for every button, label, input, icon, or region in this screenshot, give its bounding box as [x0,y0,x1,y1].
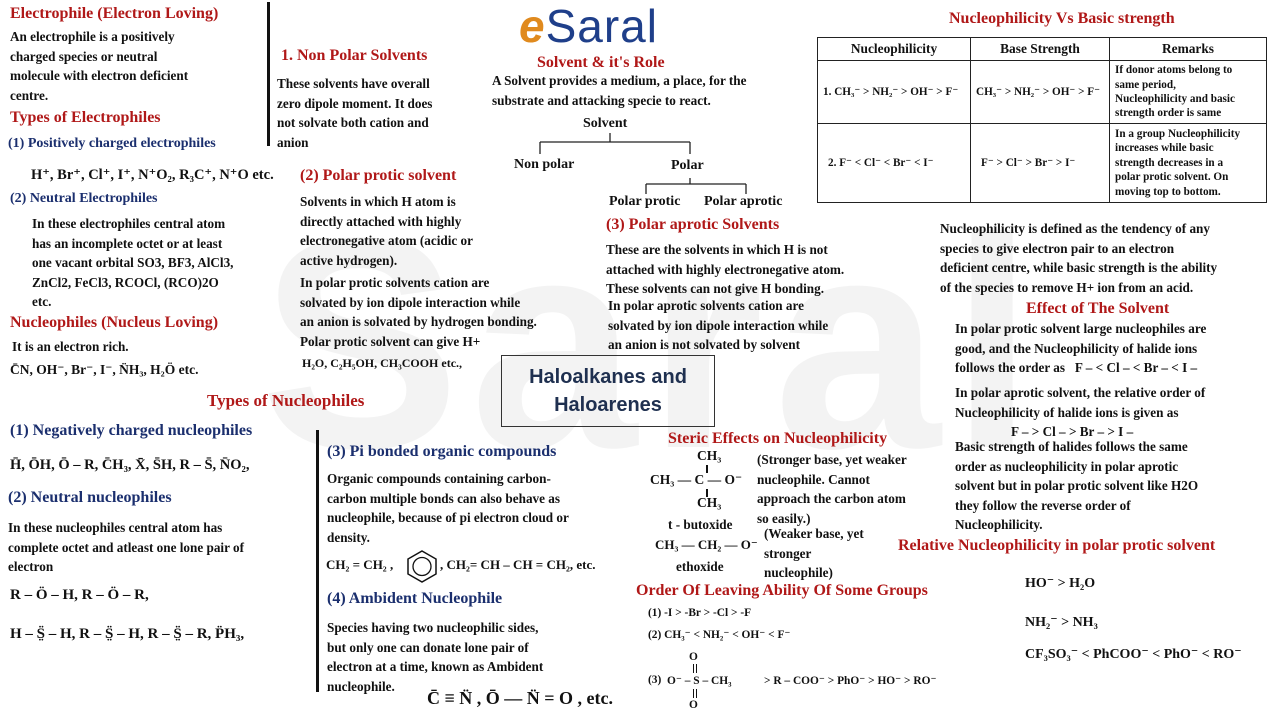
relative-formula-1: HO⁻ > H₂O [1025,576,1096,591]
solvent-role-description [492,71,812,110]
table-cell-remarks [1110,124,1267,203]
text-line: nucleophile, because of pi electron cloud or [327,510,569,526]
text-line: active hydrogen). [300,252,398,268]
halide-order-protic: F – < Cl – < Br – < I – [1074,360,1198,376]
bond-line [696,689,697,698]
tbutoxide-top: CH₃ [697,448,722,463]
nucleophilicity-table [817,37,1267,203]
leaving-order-1: (1) -I > -Br > -Cl > -F [648,607,752,619]
tbutoxide-middle: CH₃ — C — O⁻ [650,472,743,487]
text-line: molecule with electron deficient [10,68,189,84]
text-line: they follow the reverse order of [955,497,1131,513]
pi-formula-butadiene: , CH₂= CH – CH = CH₂, etc. [440,557,596,572]
neutral-nucleophiles-formula-1: R – Ö – H, R – Ö – R, [10,587,149,603]
text-line: has an incomplete octet or at least [32,235,223,251]
text-line: ZnCl2, FeCl3, RCOCl, (RCO)2O [32,274,219,290]
polar-aprotic-description-2 [608,296,928,355]
text-line: Polar protic solvent can give H+ [300,333,481,349]
text-line: attached with highly electronegative atom. [606,261,845,277]
text-line: These solvents can not give H bonding. [606,281,824,297]
text-line: nucleophile. [327,678,395,694]
effect-of-solvent-heading: Effect of The Solvent [1026,300,1170,317]
table-row [818,61,1267,124]
text-line: deficient centre, while basic strength is the ability [940,260,1218,276]
chapter-title-box [501,355,715,427]
table-header-row [818,38,1267,61]
text-line: (Stronger base, yet weaker [757,452,907,467]
ambident-description [327,618,627,696]
sulfonate-oxygen-top: O [689,651,698,663]
text-line: Organic compounds containing carbon- [327,471,551,486]
positive-electrophiles-formula: H⁺, Br⁺, Cl⁺, I⁺, N⁺O₂, R₃C⁺, N⁺O etc. [31,167,274,183]
tree-polar: Polar [671,158,704,173]
table-heading: Nucleophilicity Vs Basic strength [949,10,1175,27]
text-line: so easily.) [757,510,811,526]
bond-line [696,664,697,673]
text-line: solvated by ion dipole interaction while [300,294,521,310]
ethoxide-formula: CH₃ — CH₂ — O⁻ [655,537,758,552]
negative-nucleophiles-formula: H̄, ŌH, Ō – R, C̄H₃, X̄, S̄H, R – S̄, N̄O₂, [10,457,250,473]
logo-e: e [519,0,546,52]
text-line: approach the carbon atom [757,491,906,507]
text-line: strength order is same [1115,107,1222,120]
tbutoxide-bottom: CH₃ [697,495,722,510]
tbutoxide-label: t - butoxide [668,517,733,532]
order-label: follows the order as [955,360,1066,376]
text-line: but only one can donate lone pair of [327,639,529,655]
neutral-nucleophiles-formula-2: H – S̤̈ – H, R – S̤̈ – H, R – S̤̈ – R, P̈H₃, [10,626,245,642]
leaving-order-3-number: (3) [648,674,662,686]
neutral-nucleophiles-description [8,518,308,577]
types-of-electrophiles-heading: Types of Electrophiles [10,109,161,126]
text-line: In a group Nucleophilicity [1115,127,1241,140]
esaral-logo [519,2,658,50]
text-line: (Weaker base, yet [764,526,864,541]
neutral-electrophiles-heading: (2) Neutral Electrophiles [10,191,158,206]
table-row [818,124,1267,203]
tbutoxide-note [757,450,947,528]
bond-line [693,689,694,698]
text-line: electronegative atom (acidic or [300,233,473,249]
text-line: An electrophile is a positively [10,29,175,44]
text-line: carbon multiple bonds can also behave as [327,490,561,506]
tree-polar-aprotic: Polar aprotic [704,194,783,209]
ambident-formula: C̄ ≡ N̈ , Ō — N̈ = O , etc. [427,688,613,708]
leaving-order-2: (2) CH₃⁻ < NH₂⁻ < OH⁻ < F⁻ [648,629,791,641]
steric-effects-heading: Steric Effects on Nucleophilicity [668,430,888,447]
polar-protic-description-2 [300,273,600,351]
text-line: These solvents have overall [277,76,430,91]
negative-nucleophiles-heading: (1) Negatively charged nucleophiles [10,422,253,439]
divider-left-bottom [316,430,319,692]
text-line: Nucleophilicity and basic [1115,93,1235,105]
table-cell-base: F⁻ > Cl⁻ > Br⁻ > I⁻ [971,124,1110,203]
text-line: A Solvent provides a medium, a place, for the [492,73,747,88]
tree-nonpolar: Non polar [514,157,575,172]
text-line: nucleophile. Cannot [757,471,870,487]
text-line: In these electrophiles central atom [32,216,226,231]
pi-formula-ethene: CH₂ = CH₂ , [326,557,394,572]
nucleophiles-line: It is an electron rich. [12,339,129,354]
electrophile-heading: Electrophile (Electron Loving) [10,5,219,22]
ethoxide-label: ethoxide [676,559,724,574]
effect-description-3 [955,437,1275,535]
table-cell-remarks [1110,61,1267,124]
effect-description [955,319,1275,378]
text-line: etc. [32,294,52,310]
table-cell-base: CH₃⁻ > NH₂⁻ > OH⁻ > F⁻ [971,61,1110,124]
text-line: electron [8,559,54,575]
tree-root-solvent: Solvent [583,116,628,131]
nucleophiles-heading: Nucleophiles (Nucleus Loving) [10,314,219,331]
solvent-role-heading: Solvent & it's Role [537,54,665,71]
text-line: same period, [1115,78,1176,91]
table-cell-nucleophilicity: 2. F⁻ < Cl⁻ < Br⁻ < I⁻ [818,124,971,203]
table-header-cell: Base Strength [971,38,1110,61]
sulfonate-oxygen-bottom: O [689,699,698,711]
text-line: Nucleophilicity of halide ions is given as [955,404,1179,420]
text-line: good, and the Nucleophilicity of halide ions [955,340,1198,356]
chapter-title-line-2: Haloarenes [554,394,662,416]
text-line [955,358,1275,378]
electrophile-description [10,27,260,105]
leaving-ability-heading: Order Of Leaving Ability Of Some Groups [636,582,928,599]
pi-bonded-heading: (3) Pi bonded organic compounds [327,443,557,460]
text-line: polar protic solvent. On [1115,171,1229,184]
text-line: solvent but in polar protic solvent like H2O [955,478,1199,494]
nonpolar-solvents-heading: 1. Non Polar Solvents [281,47,428,64]
nonpolar-description [277,74,497,152]
text-line: charged species or neutral [10,48,158,64]
text-line: Solvents in which H atom is [300,194,456,209]
neutral-electrophiles-description [32,214,282,312]
polar-protic-examples: H₂O, C₂H₅OH, CH₃COOH etc., [302,356,463,370]
text-line: Nucleophilicity is defined as the tendency of any [940,221,1210,236]
positive-electrophiles-heading: (1) Positively charged electrophiles [8,136,216,151]
ambident-heading: (4) Ambident Nucleophile [327,590,503,607]
text-line: centre. [10,87,49,103]
text-line: Species having two nucleophilic sides, [327,620,539,635]
text-line: directly attached with highly [300,213,462,229]
divider-left-top [267,2,270,146]
text-line: These are the solvents in which H is not [606,242,828,257]
table-header-cell: Remarks [1110,38,1267,61]
text-line: In polar protic solvent large nucleophiles are [955,321,1207,336]
text-line: of the species to remove H+ ion from an acid. [940,279,1194,295]
text-line: nucleophile) [764,565,833,581]
halide-order-aprotic: F – > Cl – > Br – > I – [1011,424,1134,440]
relative-formula-2: NH₂⁻ > NH₃ [1025,615,1098,630]
text-line: an anion is not solvated by solvent [608,337,800,353]
text-line: species to give electron pair to an electron [940,240,1175,256]
text-line: complete octet and atleast one lone pair of [8,539,244,555]
benzene-ring-icon [404,549,440,583]
text-line: an anion is solvated by hydrogen bonding. [300,314,537,330]
bond-line [693,664,694,673]
leaving-order-3-rest: > R – COO⁻ > PhO⁻ > HO⁻ > RO⁻ [764,675,937,687]
effect-description-2 [955,383,1275,442]
text-line: In polar aprotic solvent, the relative order of [955,385,1206,400]
text-line: In polar aprotic solvents cation are [608,298,804,313]
logo-text: Saral [545,0,658,52]
text-line: anion [277,134,309,150]
text-line: If donor atoms belong to [1115,64,1233,77]
text-line: In these nucleophiles central atom has [8,520,223,535]
sulfonate-middle: O⁻ – S – CH₃ [667,675,732,687]
text-line: substrate and attacking specie to react. [492,92,711,108]
text-line: strength decreases in a [1115,156,1224,169]
text-line: Nucleophilicity. [955,517,1043,533]
text-line: increases while basic [1115,142,1214,155]
text-line: In polar protic solvents cation are [300,275,490,290]
neutral-nucleophiles-heading: (2) Neutral nucleophiles [8,489,172,506]
table-header-cell: Nucleophilicity [818,38,971,61]
text-line: one vacant orbital SO3, BF3, AlCl3, [32,255,234,271]
nucleophiles-formula: C̄N, OH⁻, Br⁻, I⁻, N̈H₃, H₂Ö etc. [10,362,199,377]
text-line: Basic strength of halides follows the same [955,439,1188,454]
text-line: density. [327,529,370,545]
text-line: electron at a time, known as Ambident [327,659,544,675]
table-cell-nucleophilicity: 1. CH₃⁻ > NH₂⁻ > OH⁻ > F⁻ [818,61,971,124]
text-line: order as nucleophilicity in polar aprotic [955,458,1179,474]
nucleophilicity-definition [940,219,1278,297]
relative-nucleophilicity-heading: Relative Nucleophilicity in polar protic solvent [898,537,1216,554]
text-line: stronger [764,545,812,561]
text-line: solvated by ion dipole interaction while [608,317,829,333]
types-of-nucleophiles-heading: Types of Nucleophiles [207,391,365,410]
pi-bonded-description [327,469,637,547]
text-line: moving top to bottom. [1115,185,1221,198]
chapter-title-line-1: Haloalkanes and [529,366,687,388]
relative-formula-3: CF₃SO₃⁻ < PhCOO⁻ < PhO⁻ < RO⁻ [1025,647,1242,662]
polar-protic-heading: (2) Polar protic solvent [300,167,457,184]
ethoxide-note [764,524,914,583]
tree-polar-protic: Polar protic [609,194,681,209]
text-line: not solvate both cation and [277,115,429,131]
polar-aprotic-description [606,240,926,299]
polar-aprotic-heading: (3) Polar aprotic Solvents [606,216,780,233]
text-line: zero dipole moment. It does [277,95,433,111]
